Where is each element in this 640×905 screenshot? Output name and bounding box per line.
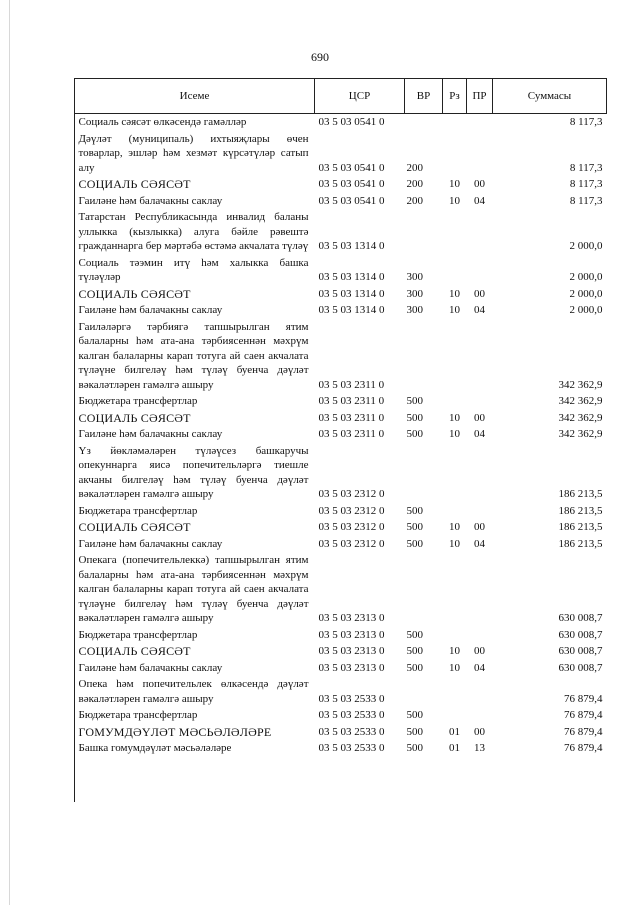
table-row (75, 443, 607, 503)
cell-sum: 76 879,4 (564, 725, 603, 738)
cell-csr: 03 5 03 1314 0 (318, 304, 385, 316)
cell-csr: 03 5 03 2312 0 (318, 488, 385, 500)
cell-rz (443, 627, 467, 644)
cell-rz (443, 443, 467, 503)
cell-vr (405, 209, 443, 255)
cell-sum: 186 213,5 (558, 504, 603, 517)
cell-csr: 03 5 03 1314 0 (318, 240, 385, 252)
cell-sum: 630 008,7 (558, 645, 603, 657)
cell-csr: 03 5 03 2313 0 (318, 628, 385, 641)
cell-sum: 8 117,3 (569, 178, 603, 190)
table-row (75, 552, 607, 627)
cell-csr: 03 5 03 2313 0 (318, 612, 385, 624)
cell-pr: 04 (474, 661, 485, 674)
cell-vr: 500 (406, 628, 423, 641)
table-row (75, 393, 607, 410)
cell-name: Татарстан Республикасында инвалид баланы уллыкка (кызлыкка) алуга бәйле рәвештә гражданнарга бер мәртәбә өстәмә акчалата түләү (78, 211, 309, 252)
cell-rz (443, 393, 467, 410)
cell-pr (467, 503, 493, 520)
cell-vr: 300 (406, 287, 423, 300)
cell-vr (405, 676, 443, 707)
cell-sum: 342 362,9 (558, 395, 603, 407)
cell-sum: 8 117,3 (569, 116, 603, 128)
cell-vr (405, 114, 443, 131)
cell-pr: 00 (474, 287, 485, 300)
scan-margin-line (9, 0, 10, 905)
table-row (75, 707, 607, 724)
cell-pr: 04 (474, 304, 485, 316)
cell-csr: 03 5 03 0541 0 (318, 161, 385, 174)
cell-rz: 10 (449, 287, 460, 300)
table-row (75, 209, 607, 255)
cell-csr: 03 5 03 2312 0 (318, 537, 385, 550)
cell-vr: 200 (406, 178, 423, 190)
table-row (75, 643, 607, 660)
cell-rz: 10 (449, 645, 460, 657)
cell-vr: 300 (406, 271, 423, 283)
table-row (75, 255, 607, 286)
cell-name: СОЦИАЛЬ СӘЯСӘТ (78, 644, 191, 658)
cell-name: Бюджетара трансфертлар (78, 709, 198, 721)
table-row (75, 536, 607, 553)
cell-rz: 01 (449, 742, 460, 754)
cell-name: СОЦИАЛЬ СӘЯСӘТ (78, 286, 191, 301)
cell-vr: 500 (406, 411, 423, 424)
cell-name: СОЦИАЛЬ СӘЯСӘТ (78, 410, 191, 425)
table-row (75, 114, 607, 131)
cell-pr: 04 (474, 537, 485, 550)
cell-sum: 186 213,5 (558, 521, 603, 533)
cell-name: Гаиләләргә тәрбиягә тапшырылган ятим балаларны һәм ата-ана тәрбиясеннән мәхрүм калган балаларны карап тотуга ай саен акчалата түләүне билгеләү һәм түләү буенча дәүләт вәкаләтләрен гамәлгә ашыру (78, 320, 309, 391)
cell-pr (467, 393, 493, 410)
table-row (75, 740, 607, 757)
header-vr: ВР (405, 79, 443, 114)
cell-pr: 00 (474, 725, 485, 738)
cell-vr: 500 (406, 661, 423, 674)
cell-sum: 2 000,0 (569, 240, 603, 252)
cell-vr: 200 (406, 194, 423, 207)
cell-csr: 03 5 03 2311 0 (318, 378, 385, 391)
cell-name: Гаиләне һәм балачакны саклау (78, 194, 223, 207)
cell-vr: 500 (406, 504, 423, 517)
cell-name: Башка гомумдәүләт мәсьәләләре (78, 742, 232, 754)
table-body (75, 114, 607, 757)
cell-rz: 10 (449, 194, 460, 207)
cell-pr: 04 (474, 194, 485, 207)
cell-rz: 10 (449, 521, 460, 533)
cell-sum: 2 000,0 (569, 287, 603, 300)
cell-pr: 00 (474, 645, 485, 657)
cell-csr: 03 5 03 2533 0 (318, 725, 385, 738)
cell-rz (443, 552, 467, 627)
cell-rz: 01 (449, 725, 460, 738)
cell-vr: 300 (406, 304, 423, 316)
cell-vr (405, 552, 443, 627)
cell-csr: 03 5 03 1314 0 (318, 271, 385, 283)
cell-rz (443, 114, 467, 131)
table-row (75, 176, 607, 193)
cell-csr: 03 5 03 2313 0 (318, 661, 385, 674)
budget-table (74, 78, 607, 757)
cell-rz: 10 (449, 537, 460, 550)
cell-csr: 03 5 03 0541 0 (318, 178, 385, 190)
cell-pr (467, 319, 493, 394)
cell-pr (467, 676, 493, 707)
table-row (75, 519, 607, 536)
cell-pr (467, 131, 493, 177)
cell-rz: 10 (449, 178, 460, 190)
cell-sum: 186 213,5 (558, 537, 603, 550)
cell-sum: 342 362,9 (558, 378, 603, 391)
cell-rz (443, 319, 467, 394)
cell-name: СОЦИАЛЬ СӘЯСӘТ (78, 177, 191, 191)
header-sum: Суммасы (493, 79, 607, 114)
table-row (75, 676, 607, 707)
cell-pr (467, 209, 493, 255)
table-row (75, 131, 607, 177)
cell-sum: 186 213,5 (558, 488, 603, 500)
cell-pr: 04 (474, 428, 485, 440)
cell-pr (467, 255, 493, 286)
cell-name: ГОМУМДӘҮЛӘТ МӘСЬӘЛӘЛӘРЕ (78, 724, 272, 739)
cell-sum: 8 117,3 (569, 194, 603, 207)
cell-rz (443, 209, 467, 255)
header-pr: ПР (467, 79, 493, 114)
cell-csr: 03 5 03 0541 0 (318, 116, 385, 128)
table-header (75, 79, 607, 114)
cell-csr: 03 5 03 2311 0 (318, 428, 385, 440)
table-row (75, 426, 607, 443)
header-rz: Рз (443, 79, 467, 114)
cell-vr (405, 443, 443, 503)
cell-vr: 500 (406, 709, 423, 721)
cell-sum: 76 879,4 (564, 709, 603, 721)
page-number: 690 (311, 50, 329, 64)
cell-name: Гаиләне һәм балачакны саклау (78, 304, 223, 316)
cell-csr: 03 5 03 2311 0 (318, 395, 385, 407)
cell-pr (467, 707, 493, 724)
table-row (75, 302, 607, 319)
cell-vr: 500 (406, 725, 423, 738)
cell-rz (443, 503, 467, 520)
table-row (75, 286, 607, 303)
cell-sum: 630 008,7 (558, 628, 603, 641)
cell-name: СОЦИАЛЬ СӘЯСӘТ (78, 520, 191, 534)
cell-sum: 342 362,9 (558, 411, 603, 424)
table-row (75, 724, 607, 741)
cell-name: Гаиләне һәм балачакны саклау (78, 537, 223, 550)
cell-sum: 2 000,0 (569, 271, 603, 283)
cell-rz (443, 255, 467, 286)
cell-vr: 200 (406, 161, 423, 174)
cell-csr: 03 5 03 2312 0 (318, 504, 385, 517)
cell-rz (443, 131, 467, 177)
cell-csr: 03 5 03 2312 0 (318, 521, 385, 533)
table-left-border (74, 112, 75, 802)
header-name: Исеме (75, 79, 315, 114)
cell-pr (467, 443, 493, 503)
cell-pr: 00 (474, 178, 485, 190)
cell-csr: 03 5 03 2533 0 (318, 709, 385, 721)
cell-name: Опекага (попечительлеккә) тапшырылган ятим балаларны һәм ата-ана тәрбиясеннән мәхрүм калган балаларны карап тотуга ай саен акчалата түләүне билгеләү һәм түләү буенча дәүләт вәкаләтләрен гамәлгә ашыру (78, 554, 309, 624)
cell-pr: 00 (474, 411, 485, 424)
table-row (75, 319, 607, 394)
table-row (75, 193, 607, 210)
cell-name: Социаль сәясәт өлкәсендә гамәлләр (78, 116, 247, 128)
cell-pr (467, 552, 493, 627)
table-row (75, 627, 607, 644)
cell-name: Үз йөкләмәләрен түләүсез башкаручы опекуннарга яисә попечительләргә тиешле акчаны билгеләү һәм түләү буенча дәүләт вәкаләтләрен гамәлгә ашыру (78, 444, 309, 500)
cell-rz: 10 (449, 428, 460, 440)
cell-rz: 10 (449, 661, 460, 674)
cell-csr: 03 5 03 1314 0 (318, 287, 385, 300)
cell-sum: 76 879,4 (564, 742, 603, 754)
cell-rz (443, 676, 467, 707)
cell-csr: 03 5 03 2533 0 (318, 742, 385, 754)
cell-csr: 03 5 03 2313 0 (318, 645, 385, 657)
table-row (75, 503, 607, 520)
cell-vr: 500 (406, 645, 423, 657)
cell-pr: 00 (474, 521, 485, 533)
cell-rz (443, 707, 467, 724)
cell-sum: 8 117,3 (569, 161, 603, 174)
cell-vr (405, 319, 443, 394)
cell-csr: 03 5 03 2311 0 (318, 411, 385, 424)
cell-rz: 10 (449, 411, 460, 424)
cell-name: Гаиләне һәм балачакны саклау (78, 428, 223, 440)
cell-vr: 500 (406, 428, 423, 440)
cell-pr (467, 114, 493, 131)
cell-sum: 630 008,7 (558, 661, 603, 674)
cell-name: Гаиләне һәм балачакны саклау (78, 661, 223, 674)
cell-name: Опека һәм попечительлек өлкәсендә дәүләт вәкаләтләрен гамәлгә ашыру (78, 678, 309, 705)
cell-sum: 2 000,0 (569, 304, 603, 316)
cell-name: Бюджетара трансфертлар (78, 504, 198, 517)
cell-pr (467, 627, 493, 644)
cell-vr: 500 (406, 395, 423, 407)
cell-csr: 03 5 03 2533 0 (318, 692, 385, 705)
cell-vr: 500 (406, 521, 423, 533)
cell-name: Дәүләт (муниципаль) ихтыяҗлары өчен товарлар, эшләр һәм хезмәт күрсәтүләр сатып алу (78, 132, 309, 174)
cell-sum: 342 362,9 (558, 428, 603, 440)
header-csr: ЦСР (315, 79, 405, 114)
cell-vr: 500 (406, 742, 423, 754)
cell-sum: 76 879,4 (564, 692, 603, 705)
cell-sum: 630 008,7 (558, 612, 603, 624)
cell-name: Бюджетара трансфертлар (78, 395, 198, 407)
cell-name: Бюджетара трансфертлар (78, 628, 198, 641)
cell-pr: 13 (474, 742, 485, 754)
cell-csr: 03 5 03 0541 0 (318, 194, 385, 207)
table-row (75, 660, 607, 677)
cell-vr: 500 (406, 537, 423, 550)
table-row (75, 410, 607, 427)
cell-rz: 10 (449, 304, 460, 316)
cell-name: Социаль тәэмин итү һәм халыкка башка түләүләр (78, 256, 309, 283)
